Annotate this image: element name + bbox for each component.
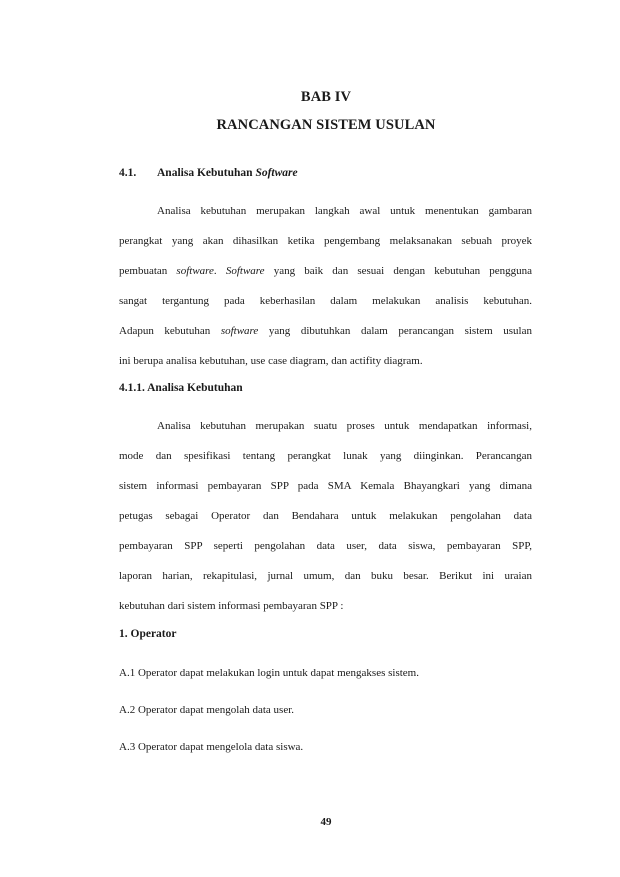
paragraph-requirements-analysis: [119, 411, 532, 621]
paragraph-line: Analisa kebutuhan merupakan suatu proses untuk mendapatkan informasi,: [157, 420, 532, 432]
paragraph-line: mode dan spesifikasi tentang perangkat lunak yang diinginkan. Perancangan: [119, 450, 532, 462]
section-title: Analisa Kebutuhan: [157, 167, 256, 179]
paragraph-line: petugas sebagai Operator dan Bendahara untuk melakukan pengolahan data: [119, 510, 532, 522]
paragraph-software-analysis: [119, 196, 532, 376]
paragraph-line: sistem informasi pembayaran SPP pada SMA Kemala Bhayangkari yang dimana: [119, 480, 532, 492]
paragraph-line: sangat tergantung pada keberhasilan dalam melakukan analisis kebutuhan.: [119, 295, 532, 307]
text-run: yang baik dan sesuai dengan kebutuhan pengguna: [264, 265, 533, 277]
section-title-italic: Software: [255, 167, 298, 179]
requirement-item: A.1 Operator dapat melakukan login untuk dapat mengakses sistem.: [119, 667, 419, 679]
section-heading-4-1-1: 4.1.1. Analisa Kebutuhan: [119, 382, 243, 394]
section-number: 4.1.: [119, 167, 137, 179]
page-number: 49: [320, 816, 332, 828]
paragraph-line: pembayaran SPP seperti pengolahan data user, data siswa, pembayaran SPP,: [119, 540, 532, 552]
paragraph-line: [119, 256, 532, 286]
text-run: pembuatan: [119, 265, 177, 277]
text-run-italic: Software: [225, 265, 265, 277]
text-run-italic: software: [176, 265, 214, 277]
paragraph-line: kebutuhan dari sistem informasi pembayaran SPP :: [119, 600, 344, 612]
operator-heading: 1. Operator: [119, 628, 177, 640]
text-run-italic: software: [220, 325, 259, 337]
requirement-item: A.2 Operator dapat mengolah data user.: [119, 704, 295, 716]
chapter-title: RANCANGAN SISTEM USULAN: [216, 117, 436, 133]
chapter-label: BAB IV: [300, 89, 352, 105]
text-run: .: [213, 265, 226, 277]
paragraph-line: ini berupa analisa kebutuhan, use case diagram, dan actifity diagram.: [119, 355, 423, 367]
paragraph-line: [119, 316, 532, 346]
section-heading-4-1: [119, 167, 298, 179]
paragraph-line: laporan harian, rekapitulasi, jurnal umum, dan buku besar. Berikut ini uraian: [119, 570, 532, 582]
paragraph-line: perangkat yang akan dihasilkan ketika pengembang melaksanakan sebuah proyek: [119, 235, 532, 247]
paragraph-line: Analisa kebutuhan merupakan langkah awal untuk menentukan gambaran: [157, 205, 532, 217]
text-run: yang dibutuhkan dalam perancangan sistem usulan: [258, 325, 532, 337]
requirement-item: A.3 Operator dapat mengelola data siswa.: [119, 741, 304, 753]
text-run: Adapun kebutuhan: [119, 325, 221, 337]
